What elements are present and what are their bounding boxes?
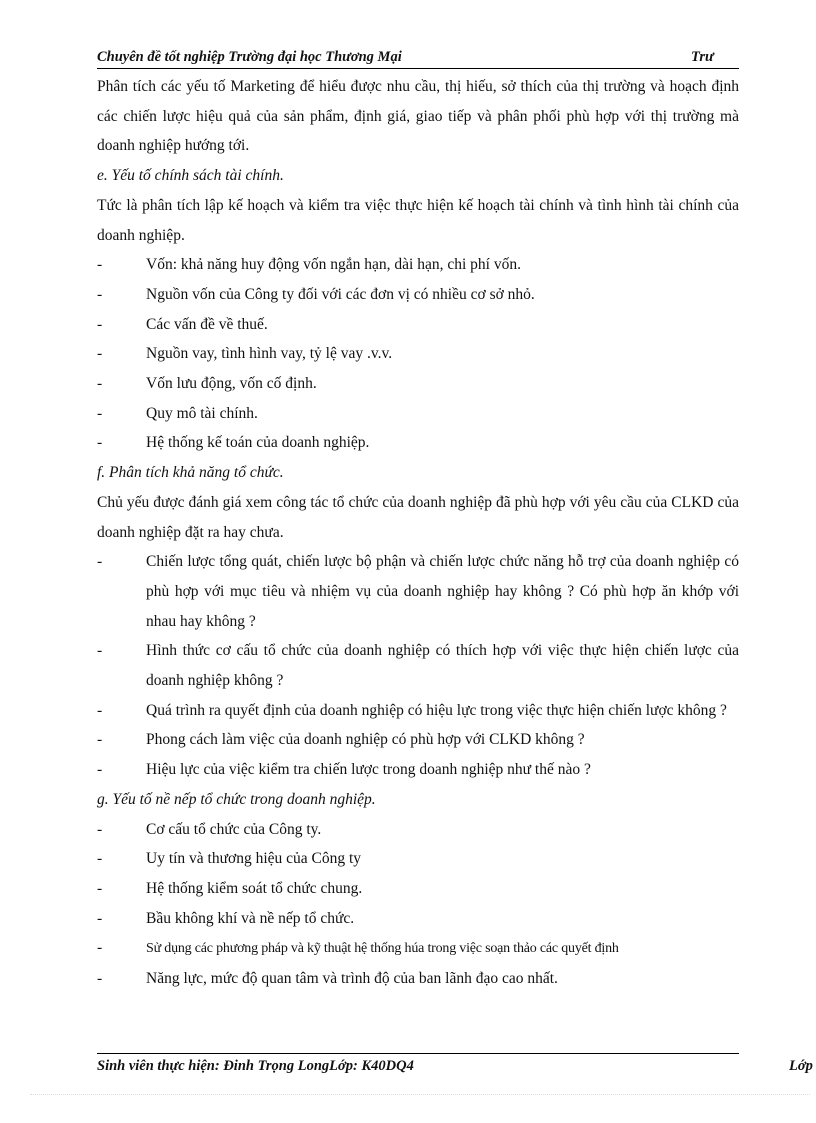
footer-author: Sinh viên thực hiện: Đinh Trọng LongLớp: K40DQ4	[97, 1058, 414, 1074]
list-item	[97, 547, 739, 636]
list-item	[97, 815, 739, 845]
section-f-heading: f. Phân tích khả năng tổ chức.	[97, 464, 284, 482]
list-item-text: Hình thức cơ cấu tổ chức của doanh nghiệp có thích hợp với việc thực hiện chiến lược của doanh nghiệp không ?	[146, 642, 739, 690]
list-item	[97, 874, 739, 904]
section-e-heading: e. Yếu tố chính sách tài chính.	[97, 167, 284, 185]
list-item	[97, 369, 739, 399]
bullet-dash: -	[97, 879, 103, 897]
bullet-dash: -	[97, 909, 103, 927]
bullet-dash: -	[97, 315, 103, 333]
bullet-dash: -	[97, 761, 103, 779]
section-g-heading: g. Yếu tố nề nếp tổ chức trong doanh nghiệp.	[97, 790, 376, 808]
list-item-text: Quy mô tài chính.	[146, 404, 258, 422]
section-e-paragraph: Tức là phân tích lập kế hoạch và kiểm tra việc thực hiện kế hoạch tài chính và tình hình tài chính của doanh nghiệp.	[97, 196, 739, 244]
header-title-right: Trư	[691, 49, 714, 65]
list-item	[97, 904, 739, 934]
intro-paragraph: Phân tích các yếu tố Marketing để hiểu được nhu cầu, thị hiếu, sở thích của thị trường và hoạch định các chiến lược hiệu quả của sản phẩm, định giá, giao tiếp và phân phối phù hợp với thị trường mà doanh nghiệp hướng tới.	[97, 78, 739, 155]
bullet-dash: -	[97, 285, 103, 303]
list-item-text: Hiệu lực của việc kiểm tra chiến lược trong doanh nghiệp như thế nào ?	[146, 761, 591, 779]
page-bottom-dotted-rule	[30, 1094, 810, 1095]
list-item	[97, 428, 739, 458]
list-item	[97, 696, 739, 726]
document-body	[97, 72, 739, 994]
list-item-text: Phong cách làm việc của doanh nghiệp có phù hợp với CLKD không ?	[146, 731, 585, 749]
footer-divider	[97, 1053, 739, 1054]
list-item-text: Hệ thống kiểm soát tổ chức chung.	[146, 879, 363, 897]
list-item-text: Vốn: khả năng huy động vốn ngắn hạn, dài hạn, chi phí vốn.	[146, 256, 521, 274]
header-title: Chuyên đề tốt nghiệp Trường đại học Thương Mại	[97, 49, 402, 65]
list-item-text: Uy tín và thương hiệu của Công ty	[146, 850, 362, 868]
list-item	[97, 933, 739, 964]
bullet-dash: -	[97, 731, 103, 749]
bullet-dash: -	[97, 375, 103, 393]
list-item	[97, 755, 739, 785]
bullet-dash: -	[97, 553, 103, 571]
list-item	[97, 725, 739, 755]
bullet-dash: -	[97, 345, 103, 363]
list-item	[97, 310, 739, 340]
list-item	[97, 844, 739, 874]
bullet-dash: -	[97, 701, 103, 719]
bullet-dash: -	[97, 850, 103, 868]
bullet-dash: -	[97, 404, 103, 422]
list-item-text: Nguồn vốn của Công ty đối với các đơn vị có nhiều cơ sở nhỏ.	[146, 285, 535, 303]
list-item-text: Quá trình ra quyết định của doanh nghiệp có hiệu lực trong việc thực hiện chiến lược không ?	[146, 701, 727, 719]
list-item-text: Vốn lưu động, vốn cố định.	[146, 375, 317, 393]
list-item	[97, 250, 739, 280]
list-item	[97, 280, 739, 310]
list-item-text: Năng lực, mức độ quan tâm và trình độ của ban lãnh đạo cao nhất.	[146, 970, 558, 988]
list-item-text: Bầu không khí và nề nếp tổ chức.	[146, 909, 355, 927]
bullet-dash: -	[97, 820, 103, 838]
bullet-dash: -	[97, 642, 103, 660]
list-item-text: Chiến lược tổng quát, chiến lược bộ phận và chiến lược chức năng hỗ trợ của doanh nghiệp có phù hợp với mục tiêu và nhiệm vụ của doanh nghiệp hay không ? Có phù hợp ăn khớp với nhau hay không ?	[146, 553, 739, 630]
list-item-text: Sử dụng các phương pháp và kỹ thuật hệ thống húa trong việc soạn thảo các quyết định	[146, 941, 619, 957]
list-item	[97, 339, 739, 369]
bullet-dash: -	[97, 970, 103, 988]
bullet-dash: -	[97, 256, 103, 274]
list-item	[97, 399, 739, 429]
section-f-paragraph: Chủ yếu được đánh giá xem công tác tổ chức của doanh nghiệp đã phù hợp với yêu cầu của CLKD của doanh nghiệp đặt ra hay chưa.	[97, 493, 739, 541]
list-item	[97, 636, 739, 695]
list-item	[97, 964, 739, 994]
list-item-text: Cơ cấu tổ chức của Công ty.	[146, 820, 322, 838]
list-item-text: Hệ thống kế toán của doanh nghiệp.	[146, 434, 370, 452]
list-item-text: Các vấn đề về thuế.	[146, 315, 268, 333]
bullet-dash: -	[97, 939, 103, 957]
list-item-text: Nguồn vay, tình hình vay, tỷ lệ vay .v.v.	[146, 345, 393, 363]
page-header	[97, 48, 739, 69]
bullet-dash: -	[97, 434, 103, 452]
footer-class: Lớp	[789, 1058, 813, 1074]
